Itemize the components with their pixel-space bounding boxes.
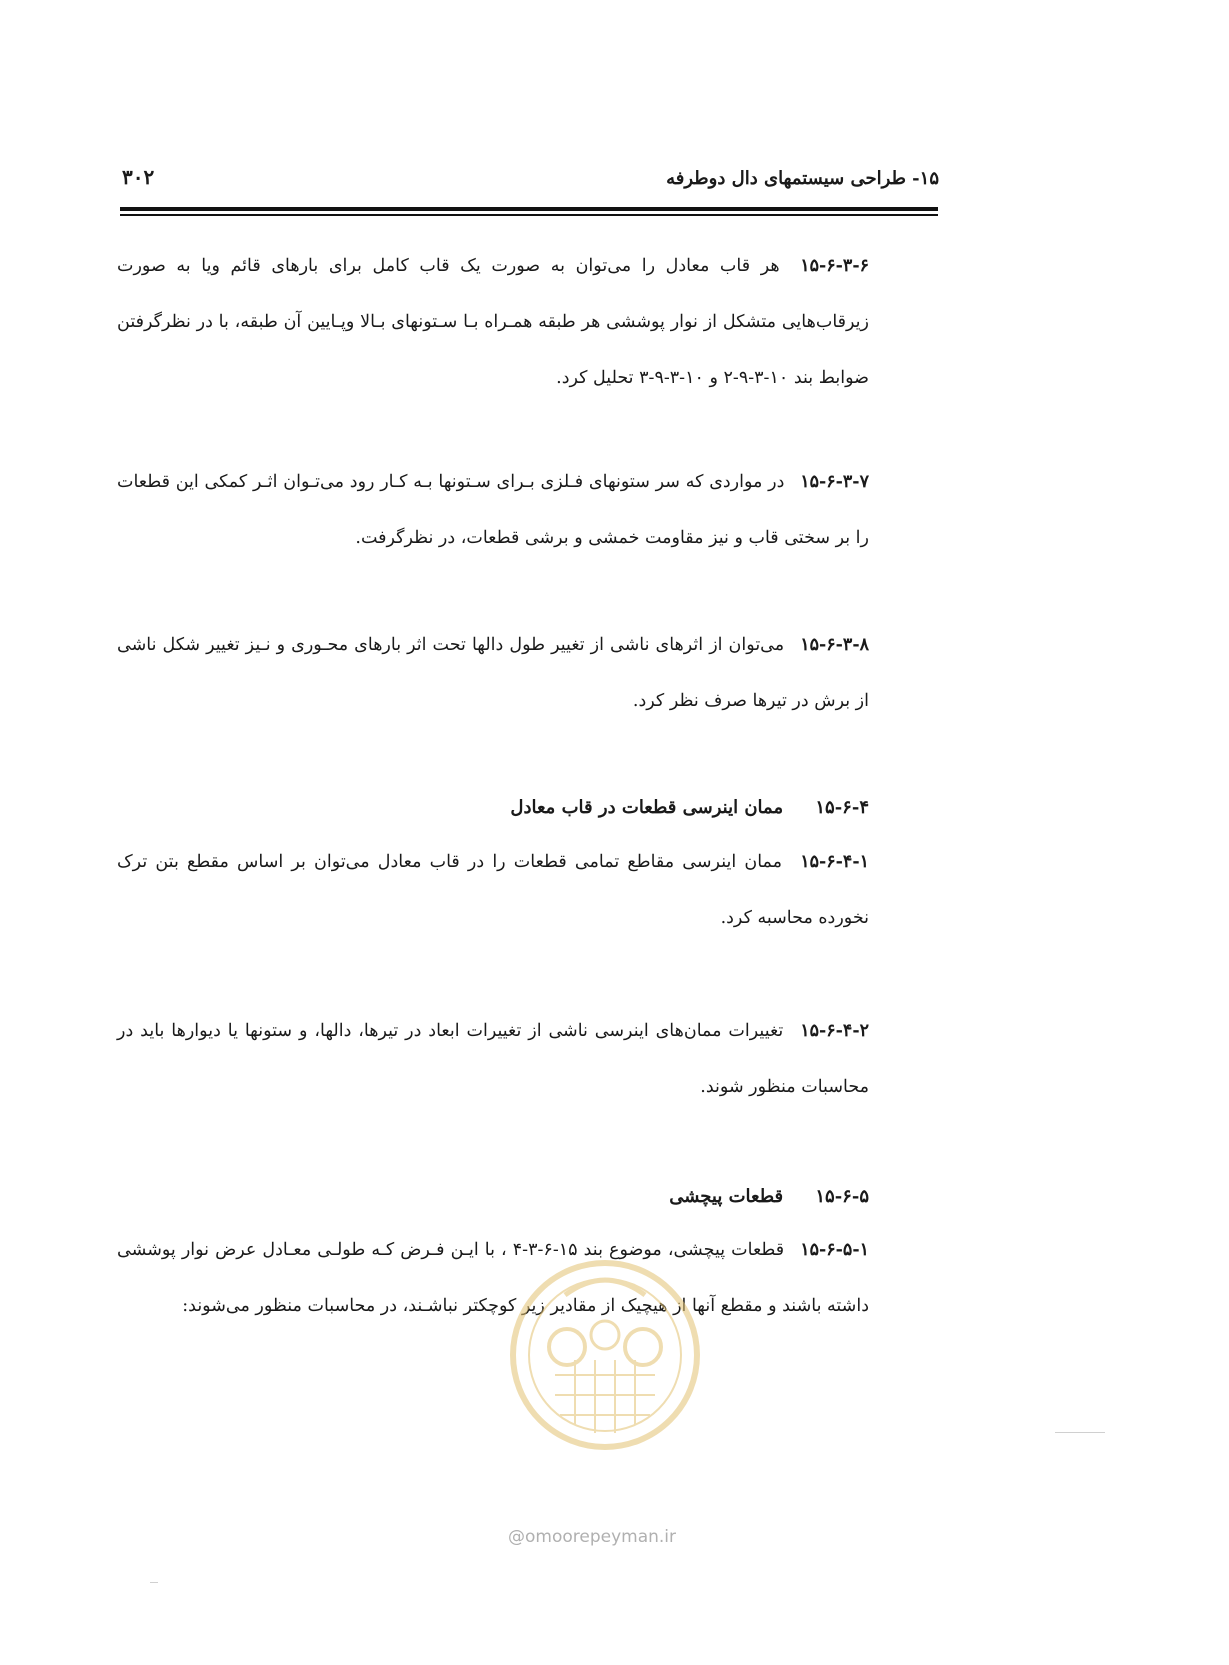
clause-text: تغییرات ممان‌های اینرسی ناشی از تغییرات ابعاد در تیرها، دالها، و ستونها یا دیوارها باید در محاسبات منظور شوند. — [117, 1021, 869, 1097]
clause-number: ۱۵-۶-۳-۸ — [800, 635, 869, 655]
page-number: ۳۰۲ — [122, 165, 155, 189]
paragraph-15-6-4-1 — [117, 834, 869, 946]
section-title: قطعات پیچشی — [669, 1186, 784, 1207]
clause-number: ۱۵-۶-۳-۶ — [800, 256, 869, 276]
clause-text: ممان اینرسی مقاطع تمامی قطعات را در قاب معادل می‌توان بر اساس مقطع بتن ترک نخورده محاسبه کرد. — [117, 852, 869, 928]
clause-text: در مواردی که سر ستونهای فـلزی بـرای سـتونها بـه کـار رود می‌تـوان اثـر کمکی این قطعات را بر سختی قاب و نیز مقاومت خمشی و برشی قطعات، در نظرگرفت. — [117, 472, 869, 548]
running-header-title: ۱۵- طراحی سیستمهای دال دوطرفه — [666, 168, 939, 189]
scan-artifact — [150, 1582, 158, 1583]
clause-number: ۱۵-۶-۳-۷ — [800, 472, 869, 492]
header-rule-thick — [120, 207, 938, 211]
section-number: ۱۵-۶-۵ — [815, 1186, 869, 1207]
section-heading-15-6-5 — [669, 1186, 869, 1207]
watermark-seal-icon — [505, 1255, 705, 1455]
paragraph-15-6-4-2 — [117, 1003, 869, 1115]
clause-number: ۱۵-۶-۴-۲ — [800, 1021, 869, 1041]
clause-text: می‌توان از اثرهای ناشی از تغییر طول دالها تحت اثر بارهای محـوری و نـیز تغییر شکل ناشی از برش در تیرها صرف نظر کرد. — [117, 635, 869, 711]
scan-artifact — [1055, 1432, 1105, 1433]
clause-number: ۱۵-۶-۵-۱ — [800, 1240, 869, 1260]
header-rule-thin — [120, 214, 938, 216]
clause-text: هر قاب معادل را می‌توان به صورت یک قاب کامل برای بارهای قائم ویا به صورت زیرقاب‌هایی متشکل از نوار پوششی هر طبقه همـراه بـا سـتونهای بـالا وپـایین آن طبقه، با در نظرگرفتن ضوابط بند ۱۰-۳-۹-۲ و ۱۰-۳-۹-۳ تحلیل کرد. — [117, 256, 869, 388]
paragraph-15-6-3-6 — [117, 238, 869, 406]
paragraph-15-6-3-7 — [117, 454, 869, 566]
clause-number: ۱۵-۶-۴-۱ — [800, 852, 869, 872]
section-number: ۱۵-۶-۴ — [815, 797, 869, 818]
paragraph-15-6-5-1 — [117, 1222, 869, 1334]
watermark-url: @omoorepeyman.ir — [508, 1527, 677, 1547]
section-heading-15-6-4 — [510, 797, 869, 818]
paragraph-15-6-3-8 — [117, 617, 869, 729]
clause-text: قطعات پیچشی، موضوع بند ۱۵-۶-۳-۴ ، با ایـن فـرض کـه طولـی معـادل عرض نوار پوششی داشته باشند و مقطع آنها از هیچیک از مقادیر زیر کوچکتر نباشـند، در محاسبات منظور می‌شوند: — [117, 1240, 869, 1316]
section-title: ممان اینرسی قطعات در قاب معادل — [510, 797, 784, 818]
